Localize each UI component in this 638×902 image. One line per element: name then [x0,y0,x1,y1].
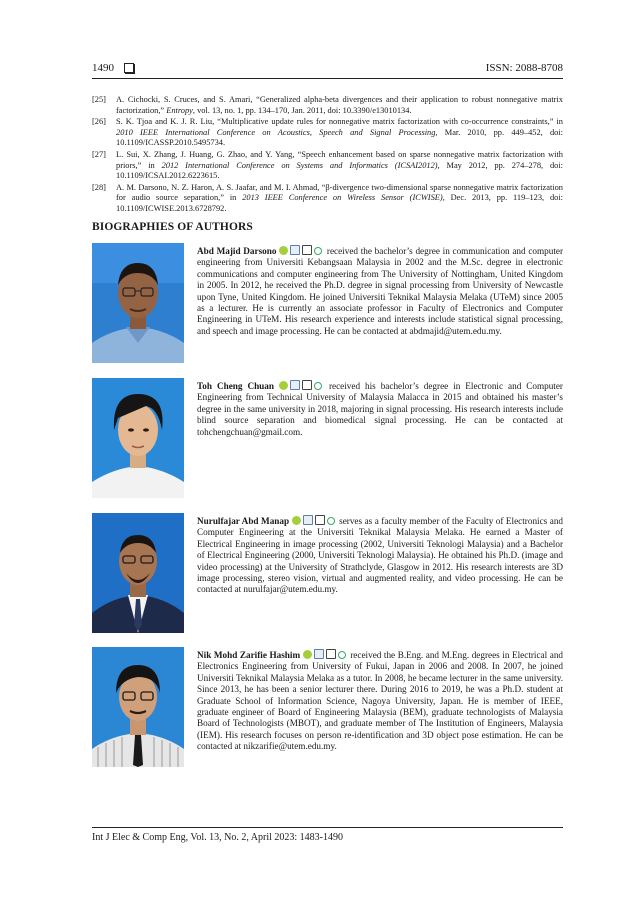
publons-icon[interactable] [314,382,322,390]
reference-venue: 2013 IEEE Conference on Wireless Sensor (ICWISE) [242,193,443,203]
author-photo [92,513,184,633]
orcid-icon[interactable] [279,246,288,255]
author-bio [92,243,563,365]
square-icon [124,63,134,73]
author-description: received his bachelor’s degree in Electronic and Computer Engineering from Technical University of Malaysia Malacca in 2015 and obtained his master’s degree in the same university in 2018, majoring in signal processing. His research interests include blind source separation and biomedical signal processing. He can be contacted at tohchengchuan@gmail.com. [197,381,563,437]
page-footer: Int J Elec & Comp Eng, Vol. 13, No. 2, April 2023: 1483-1490 [92,832,344,843]
reference-venue: Entropy [166,105,193,115]
reference-number: [28] [92,182,106,192]
reference-list [92,95,563,216]
reference-number: [25] [92,95,106,104]
page-header [92,60,563,78]
reference-text: , Dec. 2013, pp. 119–123, doi: 10.1109/ICWISE.2013.6728792. [116,193,563,213]
author-bio-text [197,380,563,438]
author-name: Nik Mohd Zarifie Hashim [197,650,301,660]
reference-text: , vol. 13, no. 1, pp. 134–170, Jan. 2011, doi: 10.3390/e13010134. [192,105,412,115]
portrait-image [92,513,184,633]
reference-venue: 2012 International Conference on Systems and Informatics (ICSAI2012) [161,160,438,170]
reference-text: L. Sui, X. Zhang, J. Huang, G. Zhao, and Y. Yang, “Speech enhancement based on sparse nonnegative matrix factorization with priors,” in [116,149,563,170]
author-photo [92,378,184,498]
reference-item [92,183,563,215]
author-bio [92,647,563,769]
author-name: Toh Cheng Chuan [197,381,274,391]
reference-text: , May 2012, pp. 274–278, doi: 10.1109/ICSAI.2012.6223615. [116,160,563,181]
web-of-science-icon[interactable] [326,649,336,659]
portrait-image [92,647,184,767]
web-of-science-icon[interactable] [302,380,312,390]
issn: ISSN: 2088-8708 [485,62,563,74]
author-bio-text [197,515,563,596]
publons-icon[interactable] [338,651,346,659]
author-bio [92,378,563,500]
reference-item [92,95,563,116]
author-bio-text [197,649,563,753]
scopus-icon[interactable] [290,380,300,390]
reference-text: A. Cichocki, S. Cruces, and S. Amari, “Generalized alpha-beta divergences and their application to robust nonnegative matrix factorization,” [116,95,563,115]
page-number: 1490 [92,62,114,74]
publons-icon[interactable] [314,247,322,255]
reference-number: [26] [92,117,106,127]
author-bio-text [197,245,563,337]
section-heading: BIOGRAPHIES OF AUTHORS [92,221,253,233]
publons-icon[interactable] [327,517,335,525]
reference-text: A. M. Darsono, N. Z. Haron, A. S. Jaafar, and M. I. Ahmad, “β-divergence two-dimensional sparse nonnegative matrix factorization for audio source separation,” in [116,182,563,203]
footer-rule [92,827,563,828]
author-description: serves as a faculty member of the Faculty of Electronics and Computer Engineering at the Universiti Teknikal Malaysia Melaka. He earned a Master of Electrical Engineering in image processing (2002, Universiti Teknologi Malaysia) and a Bachelor of Electrical Engineering (2000, Universiti Teknologi Malaysia). He obtained his Ph.D. (image and video processing) at the University of Strathclyde, Glasgow in 2012. His research interests are 3D image processing, stereo vision, virtual and augmented reality, and video processing. He can be contacted at nurulfajar@utem.edu.my. [197,516,564,595]
reference-item [92,150,563,182]
web-of-science-icon[interactable] [315,515,325,525]
author-description: received the B.Eng. and M.Eng. degrees in Electrical and Electronics Engineering from University of Fukui, Japan in 2006 and 2008. In 2007, he joined Universiti Teknikal Malaysia Melaka as a tutor. In 2008, he became lecturer in the same university. Since 2013, he has been a senior lecturer there. During 2016 to 2019, he was a Ph.D. student at Graduate School of Information Science, Nagoya University, Japan. He is member of IEEE, graduate engineer of Board of Engineering Malaysia (BEM), graduate technologists of Malaysia Board of Technologists (MBOT), and graduate member of The Institution of Engineers, Malaysia (IEM). His research focuses on person re-identification and 3D object pose estimation. He can be contacted at nikzarifie@utem.edu.my. [197,650,564,752]
scopus-icon[interactable] [314,649,324,659]
author-photo [92,647,184,767]
orcid-icon[interactable] [279,381,288,390]
portrait-image [92,243,184,363]
author-photo [92,243,184,363]
reference-item [92,117,563,149]
scopus-icon[interactable] [290,245,300,255]
reference-number: [27] [92,149,106,159]
author-bio [92,513,563,635]
reference-text: S. K. Tjoa and K. J. R. Liu, “Multiplicative update rules for nonnegative matrix factorization with co-occurrence constraints,” in [116,117,563,127]
orcid-icon[interactable] [303,650,312,659]
orcid-icon[interactable] [292,516,301,525]
author-description: received the bachelor’s degree in communication and computer engineering from Universiti Kebangsaan Malaysia in 2002 and the M.Sc. degree in electronic communications and computer engineering from The University of Nottingham, United Kingdom in 2005. In 2012, he received the Ph.D. degree in signal processing from University of Newcastle upon Tyne, United Kingdom. He joined Universiti Teknikal Malaysia Melaka (UTeM) since 2005 as a lecturer. He is currently an associate professor in Faculty of Electronics and Computer Engineering in UTeM. His research experience and interests include statistical signal processing, and speech and image processing. He can be contacted at abdmajid@utem.edu.my. [197,246,564,336]
portrait-image [92,378,184,498]
reference-venue: 2010 IEEE International Conference on Acoustics, Speech and Signal Processing [116,127,436,137]
author-name: Nurulfajar Abd Manap [197,516,290,526]
reference-text: , Mar. 2010, pp. 449–452, doi: 10.1109/ICASSP.2010.5495734. [116,127,563,148]
scopus-icon[interactable] [303,515,313,525]
web-of-science-icon[interactable] [302,245,312,255]
author-name: Abd Majid Darsono [197,246,277,256]
header-rule [92,78,563,79]
